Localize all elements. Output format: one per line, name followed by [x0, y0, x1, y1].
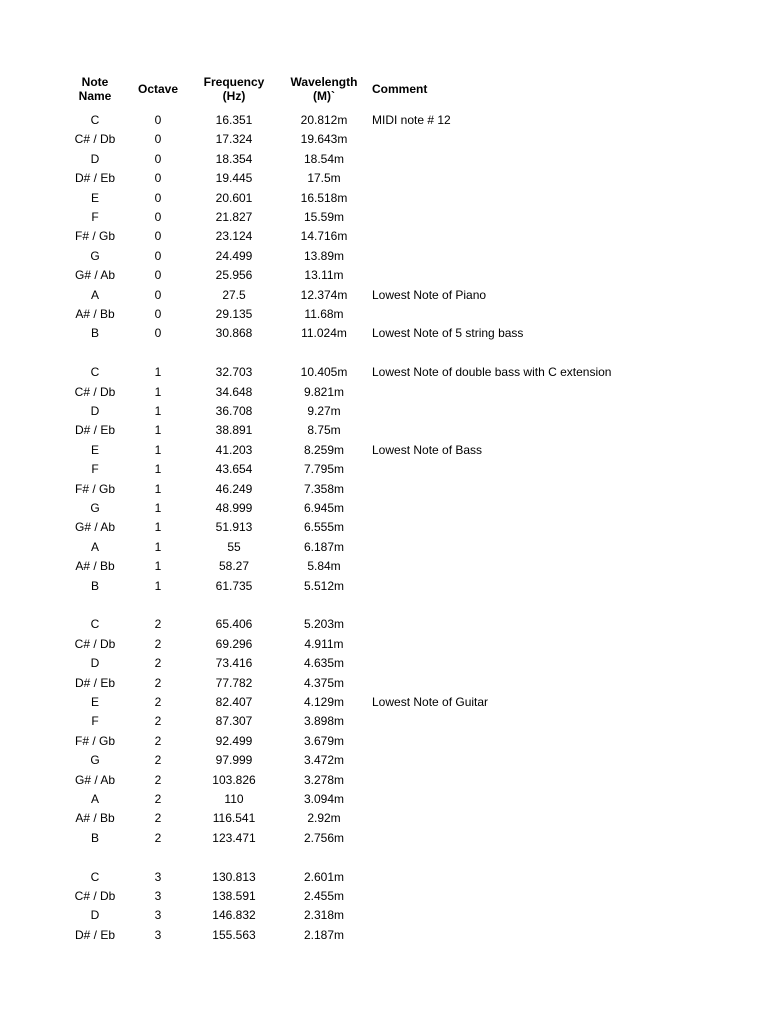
- cell-wave: 3.898m: [303, 714, 345, 728]
- cell-octave: 0: [154, 171, 162, 185]
- cell-freq: 27.5: [222, 288, 246, 302]
- cell-freq: 51.913: [215, 520, 253, 534]
- cell-wave: 17.5m: [307, 171, 341, 185]
- cell-wave: 6.555m: [303, 520, 345, 534]
- cell-octave: 0: [154, 249, 162, 263]
- cell-wave: 3.679m: [303, 734, 345, 748]
- cell-comment: MIDI note # 12: [372, 113, 451, 127]
- table-row: [0, 130, 768, 149]
- cell-freq: 20.601: [215, 191, 253, 205]
- cell-octave: 1: [154, 365, 162, 379]
- table-row: [0, 266, 768, 285]
- cell-freq: 29.135: [215, 307, 253, 321]
- cell-freq: 18.354: [215, 152, 253, 166]
- table-row: [0, 557, 768, 576]
- cell-note: G: [90, 753, 100, 767]
- cell-wave: 13.11m: [304, 268, 344, 282]
- table-row: [0, 363, 768, 382]
- table-row: [0, 441, 768, 460]
- header-comment-label: Comment: [372, 82, 428, 96]
- table-row: [0, 868, 768, 887]
- cell-note: C# / Db: [74, 132, 116, 146]
- cell-freq: 32.703: [215, 365, 253, 379]
- table-row: [0, 460, 768, 479]
- table-row: [0, 751, 768, 770]
- cell-note: D: [90, 656, 100, 670]
- table-row: [0, 615, 768, 634]
- cell-wave: 11.68m: [304, 307, 344, 321]
- cell-octave: 1: [154, 385, 162, 399]
- cell-freq: 73.416: [215, 656, 253, 670]
- cell-comment: Lowest Note of double bass with C extension: [372, 365, 612, 379]
- table-row: [0, 305, 768, 324]
- cell-note: D: [90, 404, 100, 418]
- table-row: [0, 402, 768, 421]
- cell-octave: 1: [154, 462, 162, 476]
- cell-wave: 9.27m: [307, 404, 341, 418]
- cell-note: G# / Ab: [74, 520, 116, 534]
- cell-note: A# / Bb: [75, 559, 115, 573]
- cell-octave: 0: [154, 152, 162, 166]
- header-note-name: [56, 75, 134, 103]
- cell-wave: 4.911m: [304, 637, 344, 651]
- cell-wave: 18.54m: [303, 152, 345, 166]
- header-note-name-line1: Note: [81, 75, 109, 89]
- cell-note: A: [90, 540, 99, 554]
- cell-note: D# / Eb: [74, 676, 116, 690]
- cell-note: E: [90, 443, 99, 457]
- cell-freq: 77.782: [215, 676, 253, 690]
- cell-note: G# / Ab: [74, 773, 116, 787]
- header-octave-label: Octave: [137, 82, 179, 96]
- cell-wave: 11.024m: [301, 326, 347, 340]
- table-row: [0, 169, 768, 188]
- cell-note: F: [91, 714, 99, 728]
- cell-wave: 3.278m: [303, 773, 345, 787]
- cell-freq: 155.563: [212, 928, 256, 942]
- cell-octave: 2: [154, 753, 162, 767]
- cell-octave: 0: [154, 191, 162, 205]
- cell-freq: 48.999: [215, 501, 253, 515]
- table-row: [0, 809, 768, 828]
- table-row: [0, 150, 768, 169]
- cell-wave: 12.374m: [300, 288, 348, 302]
- cell-freq: 41.203: [215, 443, 253, 457]
- cell-octave: 3: [154, 908, 162, 922]
- cell-octave: 1: [154, 540, 162, 554]
- header-wavelength: [284, 75, 364, 103]
- cell-wave: 2.756m: [303, 831, 345, 845]
- cell-freq: 130.813: [212, 870, 256, 884]
- cell-note: C: [90, 617, 100, 631]
- cell-octave: 2: [154, 676, 162, 690]
- cell-note: A: [90, 288, 99, 302]
- cell-octave: 2: [154, 811, 162, 825]
- cell-octave: 2: [154, 656, 162, 670]
- header-octave: [134, 82, 182, 96]
- cell-note: F: [91, 210, 99, 224]
- cell-octave: 0: [154, 307, 162, 321]
- cell-wave: 5.84m: [307, 559, 341, 573]
- table-row: [0, 383, 768, 402]
- cell-freq: 19.445: [215, 171, 253, 185]
- cell-freq: 92.499: [215, 734, 253, 748]
- table-row: [0, 480, 768, 499]
- table-row: [0, 771, 768, 790]
- cell-freq: 138.591: [212, 889, 256, 903]
- cell-note: C# / Db: [74, 889, 116, 903]
- cell-note: B: [90, 831, 99, 845]
- cell-freq: 38.891: [215, 423, 253, 437]
- cell-wave: 19.643m: [300, 132, 348, 146]
- cell-octave: 1: [154, 579, 162, 593]
- cell-note: C: [90, 870, 100, 884]
- cell-octave: 3: [154, 889, 162, 903]
- cell-octave: 2: [154, 714, 162, 728]
- cell-comment: Lowest Note of Bass: [372, 443, 483, 457]
- cell-note: D# / Eb: [74, 928, 116, 942]
- cell-freq: 43.654: [215, 462, 253, 476]
- table-row: [0, 693, 768, 712]
- cell-note: G: [90, 501, 100, 515]
- cell-wave: 6.187m: [303, 540, 345, 554]
- table-row: [0, 421, 768, 440]
- table-row: [0, 829, 768, 848]
- cell-note: C: [90, 113, 100, 127]
- table-row: [0, 577, 768, 596]
- cell-octave: 0: [154, 113, 162, 127]
- cell-freq: 25.956: [215, 268, 253, 282]
- cell-freq: 17.324: [215, 132, 253, 146]
- cell-comment: Lowest Note of Piano: [372, 288, 487, 302]
- cell-freq: 116.541: [212, 811, 256, 825]
- cell-wave: 4.375m: [303, 676, 345, 690]
- cell-wave: 3.094m: [303, 792, 345, 806]
- cell-octave: 0: [154, 132, 162, 146]
- cell-octave: 0: [154, 210, 162, 224]
- table-row: [0, 499, 768, 518]
- cell-octave: 1: [154, 423, 162, 437]
- cell-freq: 146.832: [212, 908, 256, 922]
- header-wavelength-line2: (M)`: [313, 89, 335, 103]
- cell-wave: 14.716m: [300, 229, 348, 243]
- cell-octave: 1: [154, 501, 162, 515]
- cell-wave: 9.821m: [303, 385, 345, 399]
- cell-note: B: [90, 326, 99, 340]
- cell-wave: 16.518m: [300, 191, 348, 205]
- cell-note: F# / Gb: [74, 229, 115, 243]
- table-row: [0, 674, 768, 693]
- cell-wave: 20.812m: [300, 113, 348, 127]
- cell-octave: 3: [154, 928, 162, 942]
- cell-freq: 30.868: [215, 326, 253, 340]
- cell-wave: 2.92m: [307, 811, 341, 825]
- cell-freq: 55: [227, 540, 241, 554]
- cell-wave: 10.405m: [300, 365, 348, 379]
- table-row: [0, 732, 768, 751]
- cell-note: G# / Ab: [74, 268, 116, 282]
- cell-note: A: [90, 792, 99, 806]
- cell-freq: 58.27: [218, 559, 250, 573]
- cell-freq: 103.826: [212, 773, 256, 787]
- cell-freq: 23.124: [215, 229, 253, 243]
- cell-freq: 34.648: [215, 385, 253, 399]
- table-row: [0, 926, 768, 945]
- table-row: [0, 790, 768, 809]
- cell-wave: 2.601m: [303, 870, 345, 884]
- cell-note: A# / Bb: [75, 307, 115, 321]
- cell-note: E: [90, 191, 99, 205]
- table-row: [0, 189, 768, 208]
- cell-freq: 24.499: [215, 249, 253, 263]
- cell-wave: 2.455m: [303, 889, 345, 903]
- cell-octave: 3: [154, 870, 162, 884]
- cell-note: D: [90, 908, 100, 922]
- table-row: [0, 324, 768, 343]
- table-row: [0, 654, 768, 673]
- cell-wave: 5.203m: [303, 617, 345, 631]
- cell-freq: 61.735: [215, 579, 253, 593]
- cell-note: C# / Db: [74, 637, 116, 651]
- table-row: [0, 887, 768, 906]
- cell-note: D: [90, 152, 100, 166]
- cell-freq: 21.827: [215, 210, 253, 224]
- table-row: [0, 635, 768, 654]
- cell-wave: 15.59m: [303, 210, 345, 224]
- header-note-name-line2: Name: [78, 89, 112, 103]
- cell-octave: 1: [154, 520, 162, 534]
- cell-freq: 87.307: [215, 714, 253, 728]
- table-row: [0, 286, 768, 305]
- header-comment: [372, 82, 492, 96]
- cell-octave: 0: [154, 268, 162, 282]
- cell-wave: 8.75m: [307, 423, 341, 437]
- cell-octave: 0: [154, 326, 162, 340]
- cell-octave: 2: [154, 695, 162, 709]
- cell-octave: 2: [154, 831, 162, 845]
- cell-octave: 2: [154, 773, 162, 787]
- cell-freq: 36.708: [215, 404, 253, 418]
- cell-octave: 1: [154, 559, 162, 573]
- cell-wave: 4.129m: [303, 695, 345, 709]
- cell-octave: 1: [154, 482, 162, 496]
- table-row: [0, 538, 768, 557]
- cell-wave: 5.512m: [303, 579, 345, 593]
- header-wavelength-line1: Wavelength: [290, 75, 358, 89]
- cell-octave: 2: [154, 734, 162, 748]
- table-row: [0, 247, 768, 266]
- cell-wave: 6.945m: [303, 501, 345, 515]
- cell-comment: Lowest Note of Guitar: [372, 695, 489, 709]
- cell-note: A# / Bb: [75, 811, 115, 825]
- table-row: [0, 111, 768, 130]
- header-frequency: [196, 75, 272, 103]
- cell-freq: 69.296: [215, 637, 253, 651]
- cell-freq: 65.406: [215, 617, 253, 631]
- cell-note: F# / Gb: [74, 482, 115, 496]
- cell-wave: 2.318m: [303, 908, 345, 922]
- cell-octave: 2: [154, 792, 162, 806]
- cell-octave: 1: [154, 443, 162, 457]
- cell-freq: 16.351: [215, 113, 253, 127]
- cell-note: D# / Eb: [74, 423, 116, 437]
- cell-freq: 110: [224, 792, 244, 806]
- cell-comment: Lowest Note of 5 string bass: [372, 326, 524, 340]
- cell-wave: 2.187m: [303, 928, 345, 942]
- cell-octave: 0: [154, 229, 162, 243]
- cell-freq: 82.407: [215, 695, 253, 709]
- cell-note: F: [91, 462, 99, 476]
- table-row: [0, 227, 768, 246]
- cell-wave: 7.795m: [303, 462, 345, 476]
- cell-wave: 8.259m: [303, 443, 345, 457]
- cell-freq: 97.999: [215, 753, 253, 767]
- table-row: [0, 208, 768, 227]
- cell-note: F# / Gb: [74, 734, 115, 748]
- cell-note: E: [90, 695, 99, 709]
- cell-wave: 4.635m: [303, 656, 345, 670]
- cell-note: G: [90, 249, 100, 263]
- cell-octave: 1: [154, 404, 162, 418]
- cell-wave: 13.89m: [303, 249, 345, 263]
- header-frequency-line2: (Hz): [222, 89, 246, 103]
- cell-octave: 2: [154, 617, 162, 631]
- cell-note: B: [90, 579, 99, 593]
- table-row: [0, 518, 768, 537]
- cell-wave: 3.472m: [303, 753, 345, 767]
- cell-note: C: [90, 365, 100, 379]
- header-frequency-line1: Frequency: [203, 75, 265, 89]
- cell-octave: 0: [154, 288, 162, 302]
- cell-wave: 7.358m: [303, 482, 345, 496]
- table-row: [0, 712, 768, 731]
- cell-octave: 2: [154, 637, 162, 651]
- table-row: [0, 906, 768, 925]
- cell-freq: 46.249: [215, 482, 253, 496]
- cell-freq: 123.471: [212, 831, 256, 845]
- cell-note: C# / Db: [74, 385, 116, 399]
- cell-note: D# / Eb: [74, 171, 116, 185]
